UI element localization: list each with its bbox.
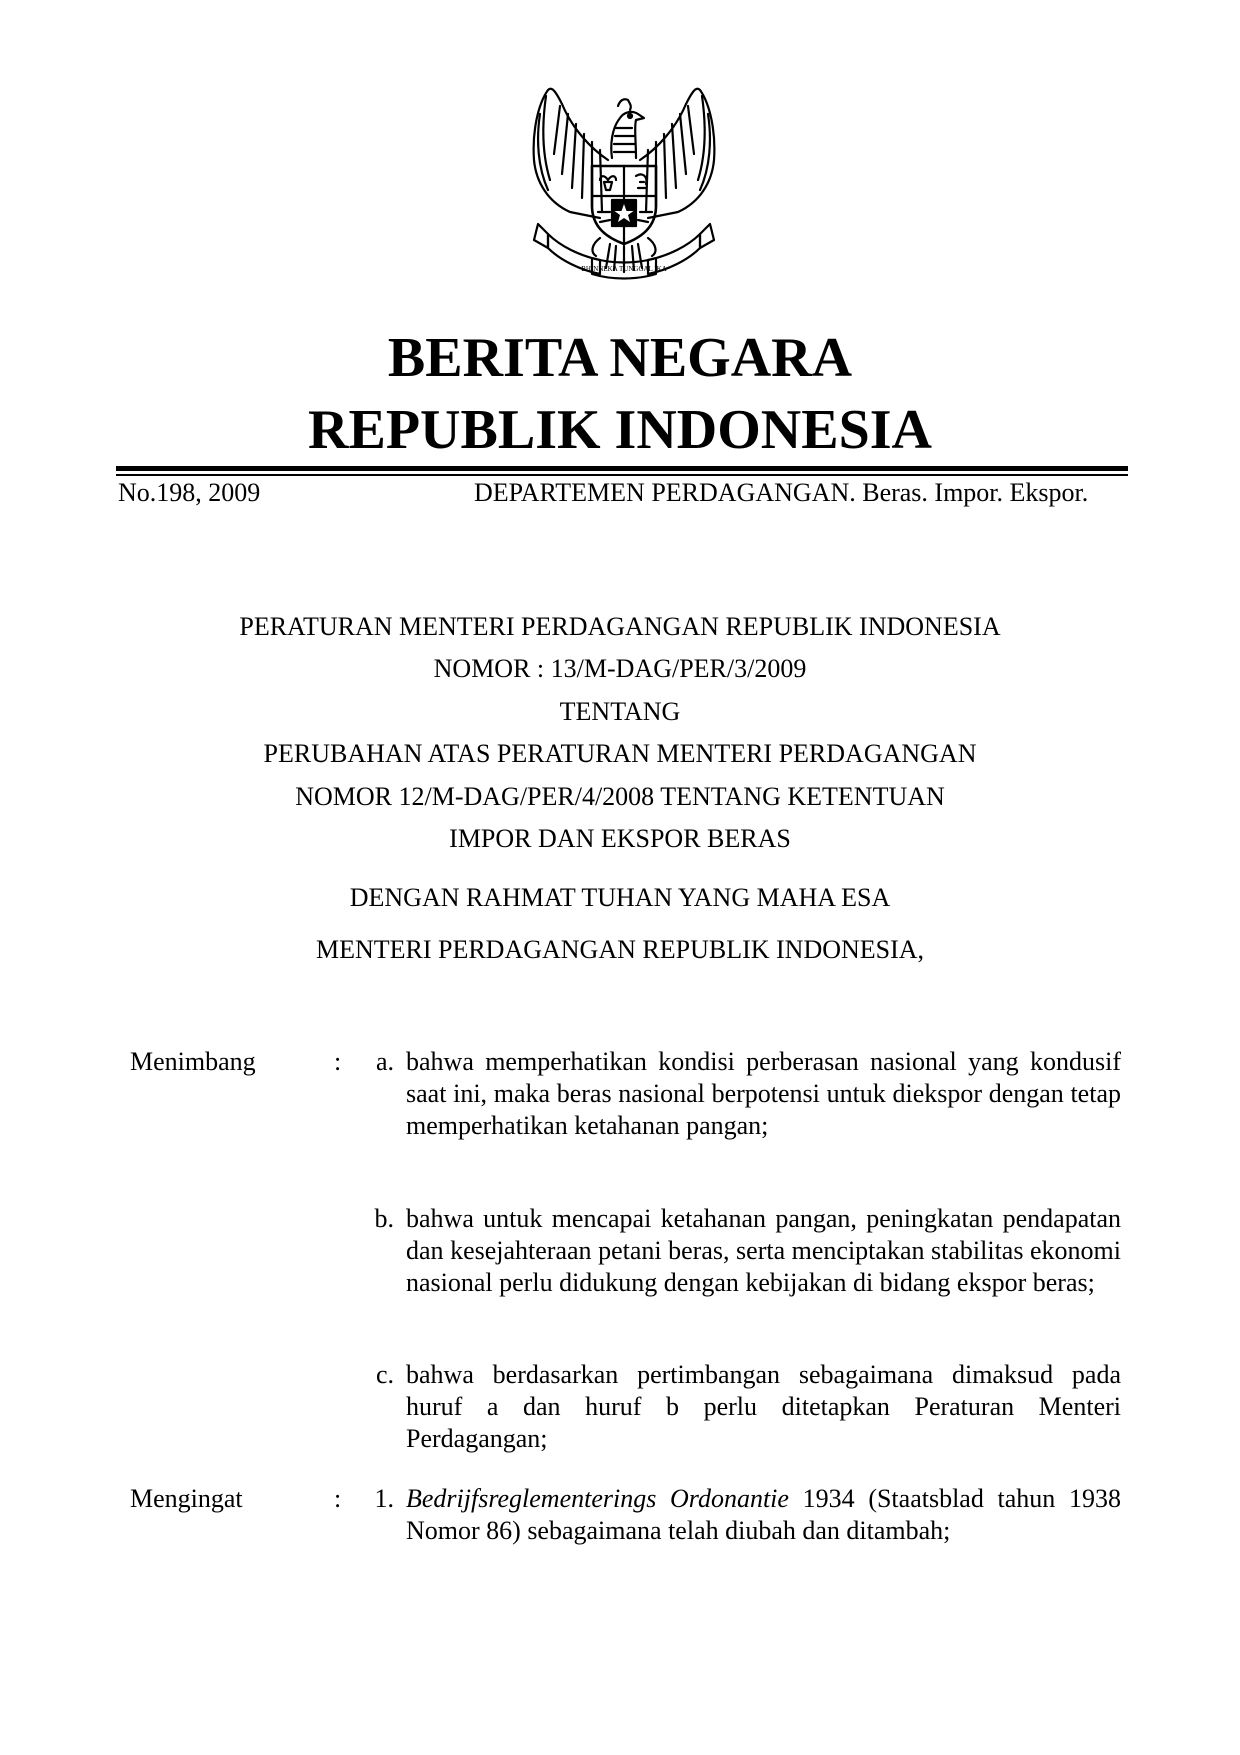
mengingat-label: Mengingat [130, 1484, 243, 1513]
regulation-subject-line: NOMOR 12/M-DAG/PER/4/2008 TENTANG KETENTUAN [295, 782, 945, 811]
mengingat-colon: : [334, 1484, 342, 1513]
regulation-number: NOMOR : 13/M-DAG/PER/3/2009 [433, 654, 807, 683]
menimbang-item-text: bahwa untuk mencapai ketahanan pangan, peningkatan pendapatan dan kesejahteraan petani beras, serta menciptakan stabilitas ekonomi nasional perlu didukung dengan kebijakan di bidang ekspor beras; [406, 1204, 1121, 1297]
regulation-tentang: TENTANG [559, 697, 681, 726]
regulation-title-line: PERATURAN MENTERI PERDAGANGAN REPUBLIK INDONESIA [239, 612, 1001, 641]
menimbang-colon: : [334, 1047, 342, 1076]
emblem-motto: BHINNEKA TUNGGAL IKA [581, 265, 667, 273]
publication-subject: DEPARTEMEN PERDAGANGAN. Beras. Impor. Ekspor. [474, 478, 1089, 507]
menimbang-item-marker: a. [375, 1047, 394, 1076]
publication-number: No.198, 2009 [118, 478, 261, 507]
menimbang-label: Menimbang [130, 1047, 256, 1076]
menimbang-item-marker: c. [375, 1360, 394, 1389]
preamble-line: DENGAN RAHMAT TUHAN YANG MAHA ESA [349, 883, 891, 912]
garuda-pancasila-emblem [520, 84, 728, 300]
mengingat-item-marker: 1. [374, 1484, 394, 1513]
mengingat-item-text [406, 1483, 1121, 1547]
preamble-line: MENTERI PERDAGANGAN REPUBLIK INDONESIA, [315, 935, 925, 964]
masthead-title-line2: REPUBLIK INDONESIA [308, 399, 932, 461]
menimbang-item-text: bahwa berdasarkan pertimbangan sebagaimana dimaksud pada huruf a dan huruf b perlu ditetapkan Peraturan Menteri Perdagangan; [406, 1360, 1121, 1453]
menimbang-item-marker: b. [374, 1204, 394, 1233]
masthead-title-line1: BERITA NEGARA [387, 327, 853, 389]
menimbang-item-text: bahwa memperhatikan kondisi perberasan nasional yang kondusif saat ini, maka beras nasional berpotensi untuk diekspor dengan tetap memperhatikan ketahanan pangan; [406, 1047, 1121, 1140]
masthead-divider [116, 466, 1128, 471]
regulation-subject-line: PERUBAHAN ATAS PERATURAN MENTERI PERDAGANGAN [263, 739, 977, 768]
mengingat-item-rest: 1934 (Staatsblad tahun 1938 Nomor 86) sebagaimana telah diubah dan ditambah; [406, 1484, 1121, 1545]
regulation-subject-line: IMPOR DAN EKSPOR BERAS [449, 824, 791, 853]
mengingat-item-italic: Bedrijfsreglementerings Ordonantie [406, 1484, 789, 1513]
